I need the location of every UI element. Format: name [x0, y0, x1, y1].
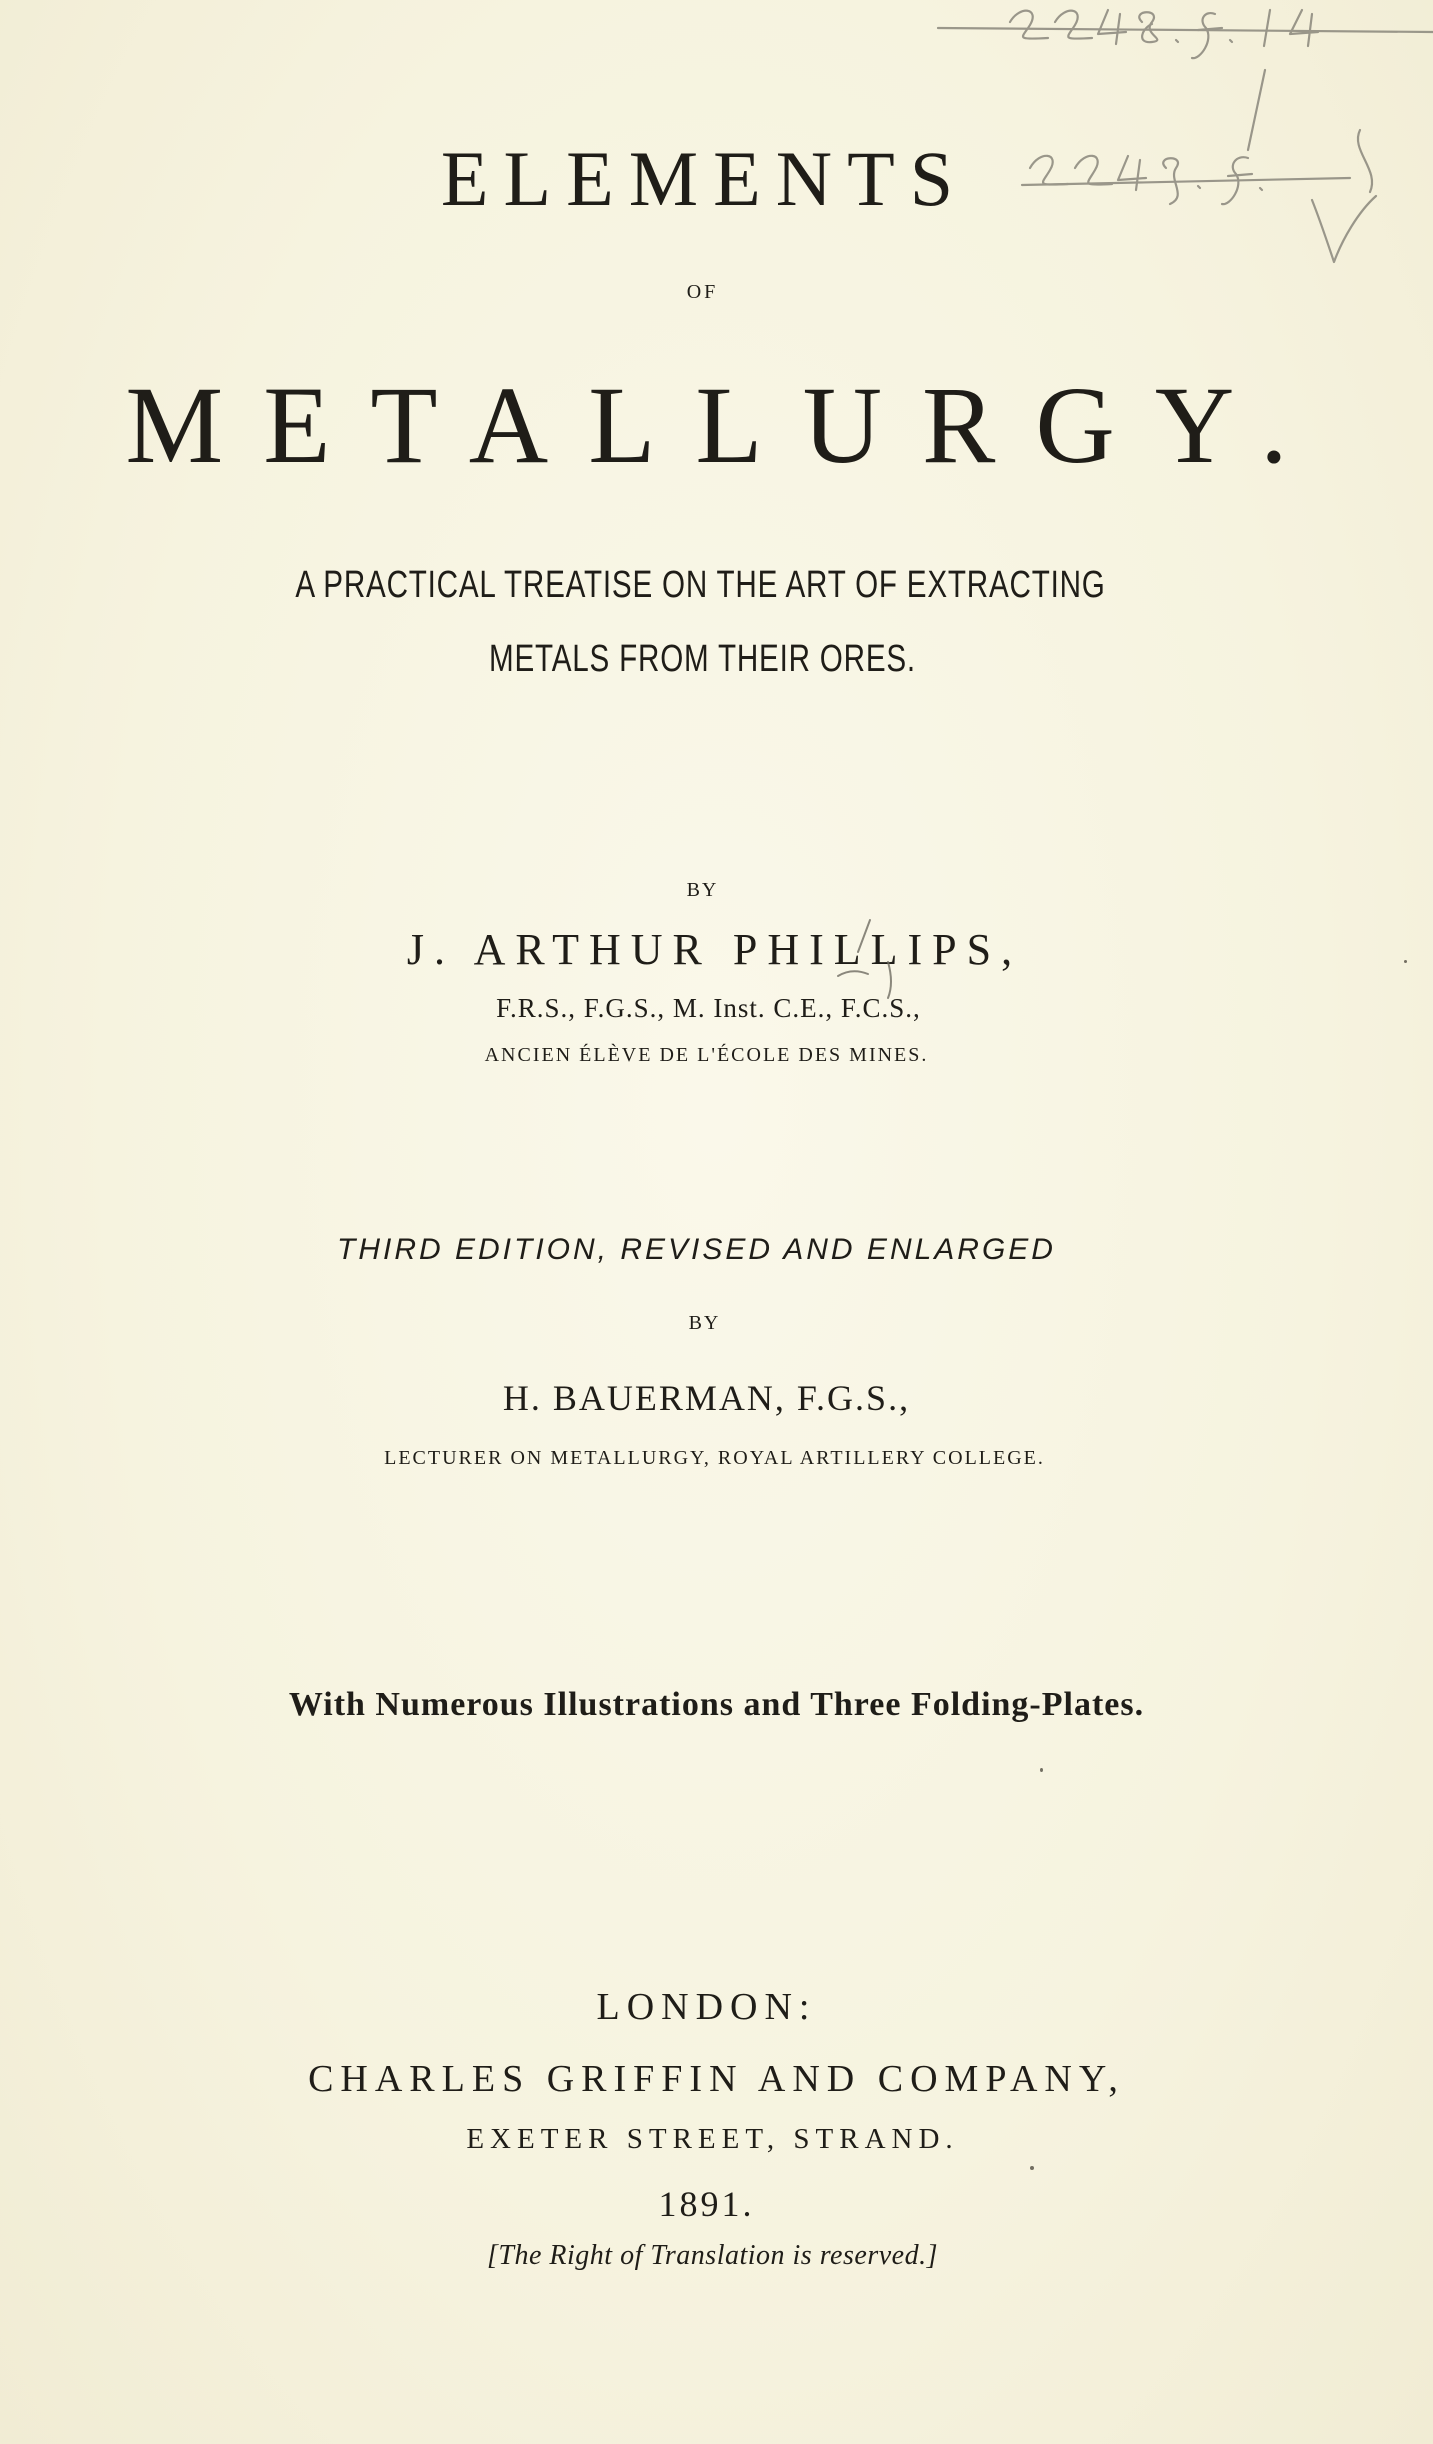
author-name: J. ARTHUR PHILLIPS,	[406, 925, 1023, 974]
paper-speck	[1404, 960, 1407, 963]
reviser-by: BY	[688, 1312, 721, 1334]
subtitle-line-1: A PRACTICAL TREATISE ON THE ART OF EXTRACTING	[295, 564, 1106, 606]
illustrations-note: With Numerous Illustrations and Three Folding-Plates.	[288, 1686, 1145, 1723]
paper-speck	[1030, 2166, 1034, 2170]
imprint-rights: [The Right of Translation is reserved.]	[487, 2240, 938, 2271]
subtitle-line-2: METALS FROM THEIR ORES.	[489, 638, 916, 680]
reviser-title: LECTURER ON METALLURGY, ROYAL ARTILLERY COLLEGE.	[384, 1447, 1045, 1469]
title-of: OF	[686, 281, 719, 303]
imprint-publisher: CHARLES GRIFFIN AND COMPANY,	[308, 2058, 1125, 2100]
author-by: BY	[686, 879, 719, 901]
pencil-correction-mark	[830, 912, 900, 1002]
imprint-street: EXETER STREET, STRAND.	[466, 2123, 959, 2155]
paper-speck	[1040, 1768, 1043, 1772]
title-metallurgy: METALLURGY.	[125, 364, 1328, 486]
author-ancien-eleve: ANCIEN ÉLÈVE DE L'ÉCOLE DES MINES.	[484, 1044, 929, 1066]
reviser-name: H. BAUERMAN, F.G.S.,	[502, 1378, 911, 1418]
edition-statement: THIRD EDITION, REVISED AND ENLARGED	[337, 1233, 1056, 1266]
author-qualifications: F.R.S., F.G.S., M. Inst. C.E., F.C.S.,	[496, 993, 921, 1023]
imprint-year: 1891.	[658, 2184, 755, 2224]
title-elements: ELEMENTS	[440, 135, 969, 222]
imprint-city: LONDON:	[596, 1986, 817, 2028]
handwritten-shelfmark	[930, 0, 1433, 270]
